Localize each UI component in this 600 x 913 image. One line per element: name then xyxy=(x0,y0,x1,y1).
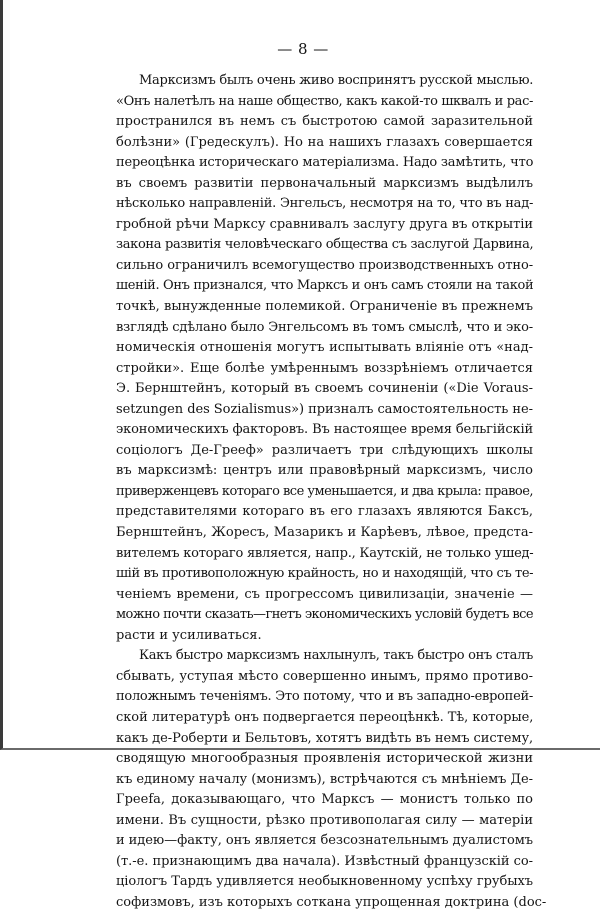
text-line: къ единому началу (монизмъ), встрѣчаются съ мнѣніемъ Де- xyxy=(116,771,533,787)
text-line: гробной рѣчи Марксу сравнивалъ заслугу друга въ открытіи xyxy=(116,216,533,232)
text-line: шій въ противоположную крайность, но и находящій, что съ те- xyxy=(116,566,534,582)
text-line: Э. Бернштейнъ, который въ своемъ сочиненіи («Die Voraus- xyxy=(116,381,533,397)
text-line: представителями котораго въ его глазахъ являются Баксъ, xyxy=(116,504,533,520)
text-line: ченіемъ времени, съ прогрессомъ цивилизаціи, значеніе — xyxy=(116,586,533,602)
text-line: соціологъ Де-Грееф» различаетъ три слѣдующихъ школы xyxy=(116,442,533,458)
text-line: сбывать, уступая мѣсто совершенно инымъ, прямо противо- xyxy=(116,668,533,684)
text-line: экономическихъ факторовъ. Въ настоящее время бельгійскій xyxy=(116,422,533,438)
text-line: имени. Въ сущности, рѣзко противополагая силу — матеріи xyxy=(116,812,533,828)
body-text xyxy=(116,71,547,913)
paragraph-2 xyxy=(116,646,547,913)
text-line: сильно ограничилъ всемогущество производственныхъ отно- xyxy=(116,257,533,273)
text-line: Бернштейнъ, Жоресъ, Мазарикъ и Карѣевъ, лѣвое, предста- xyxy=(116,525,533,541)
text-line: приверженцевъ котораго все уменьшается, и два крыла: правое, xyxy=(116,483,534,499)
text-line: шеній. Онъ признался, что Марксъ и онъ самъ стояли на такой xyxy=(116,278,534,294)
text-line: нѣсколько направленій. Энгельсъ, несмотря на то, что въ над- xyxy=(116,196,534,212)
text-line: болѣзни» (Гредескулъ). Но на нашихъ глазахъ совершается xyxy=(116,134,533,150)
text-line: положнымъ теченіямъ. Это потому, что и въ западно-европей- xyxy=(116,689,533,705)
text-line: закона развитія человѣческаго общества съ заслугой Дарвина, xyxy=(116,237,534,253)
text-line: стройки». Еще болѣе умѣреннымъ воззрѣніемъ отличается xyxy=(116,360,533,376)
page-number: — 8 — xyxy=(277,40,329,58)
text-line: переоцѣнка историческаго матеріализма. Надо замѣтить, что xyxy=(116,155,534,171)
text-line: вителемъ котораго является, напр., Каутскій, не только ушед- xyxy=(116,545,534,561)
text-line: номическія отношенія могутъ испытывать вліяніе отъ «над- xyxy=(116,340,533,356)
text-line: расти и усиливаться. xyxy=(116,627,262,643)
text-line: Грееfа, доказывающаго, что Марксъ — монистъ только по xyxy=(116,792,533,808)
text-line: Какъ быстро марксизмъ нахлынулъ, такъ быстро онъ сталъ xyxy=(139,648,533,664)
text-line: Марксизмъ былъ очень живо воспринятъ русской мыслью. xyxy=(139,73,534,88)
text-line: «Онъ налетѣлъ на наше общество, какъ какой-то шквалъ и рас- xyxy=(116,93,533,109)
text-line: въ марксизмѣ: центръ или правовѣрный марксизмъ, число xyxy=(116,463,533,479)
text-line: ской литературѣ онъ подвергается переоцѣнкѣ. Тѣ, которые, xyxy=(116,709,534,725)
text-line: взглядѣ сдѣлано было Энгельсомъ въ томъ смыслѣ, что и эко- xyxy=(116,319,533,335)
text-line: сводящую многообразныя проявленія исторической жизни xyxy=(116,751,533,767)
text-line: ціологъ Тардъ удивляется необыкновенному успѣху грубыхъ xyxy=(116,874,533,890)
paragraph-1 xyxy=(116,71,533,646)
text-line: пространился въ немъ съ быстротою самой заразительной xyxy=(116,114,533,130)
text-line: точкѣ, вынужденные полемикой. Ограниченіе въ прежнемъ xyxy=(116,299,533,315)
text-line: въ своемъ развитіи первоначальный марксизмъ выдѣлилъ xyxy=(116,175,533,191)
text-line: setzungen des Sozialismus») призналъ самостоятельность не- xyxy=(116,401,533,417)
text-line: какъ де-Роберти и Бельтовъ, хотятъ видѣть въ немъ систему, xyxy=(116,730,534,746)
text-line: можно почти сказать—гнетъ экономическихъ условій будетъ все xyxy=(116,607,533,623)
text-line: и идею—факту, онъ является безсознательнымъ дуалистомъ xyxy=(116,833,533,849)
text-line: софизмовъ, изъ которыхъ соткана упрощенная доктрина (doc- xyxy=(116,894,547,910)
text-line: (т.-е. признающимъ два начала). Извѣстный французскій со- xyxy=(116,853,533,869)
